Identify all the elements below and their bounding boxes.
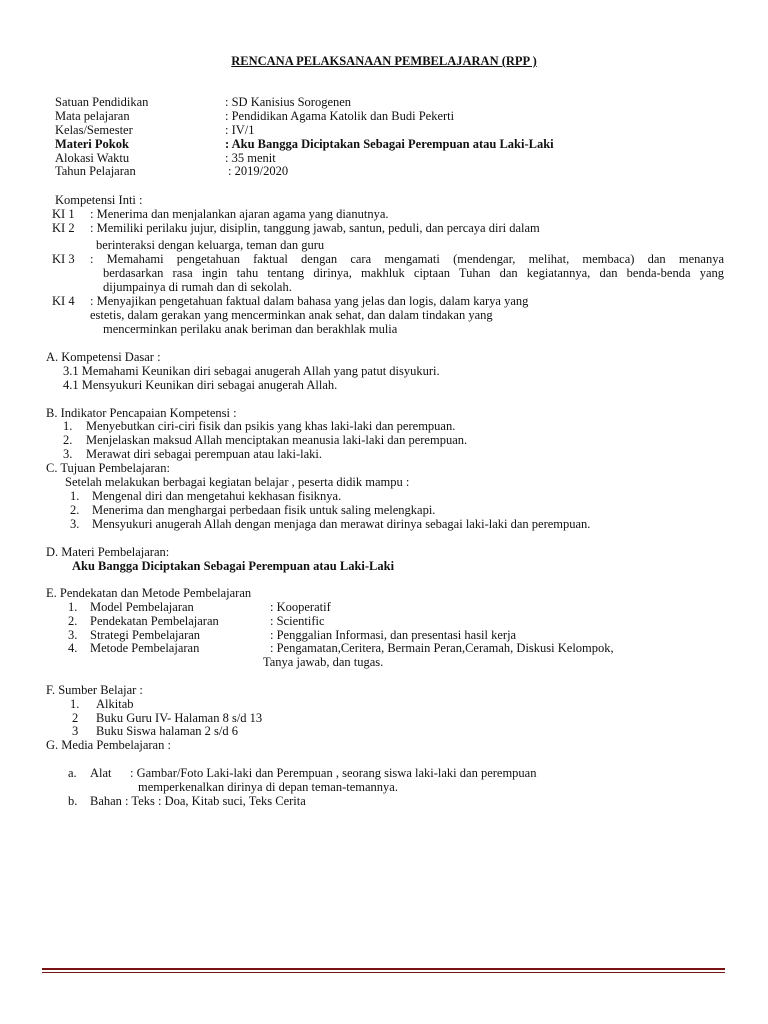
list-letter: a. bbox=[68, 766, 77, 780]
method-value: : Kooperatif bbox=[270, 600, 331, 614]
materi-text: Aku Bangga Diciptakan Sebagai Perempuan atau Laki-Laki bbox=[72, 559, 395, 573]
list-number: 4. bbox=[68, 641, 78, 655]
identity-value: : Aku Bangga Diciptakan Sebagai Perempuan atau Laki-Laki bbox=[225, 137, 554, 151]
media-text: memperkenalkan dirinya di depan teman-temannya. bbox=[138, 780, 398, 794]
section-heading: B. Indikator Pencapaian Kompetensi : bbox=[46, 406, 237, 420]
media-text: : Gambar/Foto Laki-laki dan Perempuan , seorang siswa laki-laki dan perempuan bbox=[130, 766, 537, 780]
list-number: 3 bbox=[72, 724, 79, 738]
section-heading: A. Kompetensi Dasar : bbox=[46, 350, 161, 364]
list-number: 2. bbox=[63, 433, 73, 447]
identity-value: : SD Kanisius Sorogenen bbox=[225, 95, 352, 109]
list-item: Menyebutkan ciri-ciri fisik dan psikis yang khas laki-laki dan perempuan. bbox=[86, 419, 456, 433]
list-item: Buku Guru IV- Halaman 8 s/d 13 bbox=[96, 711, 263, 725]
list-letter: b. bbox=[68, 794, 78, 808]
method-label: Strategi Pembelajaran bbox=[90, 628, 201, 642]
list-item: 3.1 Memahami Keunikan diri sebagai anugerah Allah yang patut disyukuri. bbox=[63, 364, 440, 378]
identity-label: Tahun Pelajaran bbox=[55, 164, 136, 178]
list-number: 2 bbox=[72, 711, 79, 725]
list-item: Merawat diri sebagai perempuan atau laki-laki. bbox=[86, 447, 323, 461]
ki-code: KI 2 bbox=[52, 221, 75, 235]
identity-label: Materi Pokok bbox=[55, 137, 129, 151]
section-heading: F. Sumber Belajar : bbox=[46, 683, 143, 697]
ki-text: berdasarkan rasa ingin tahu tentang dirinya, makhluk ciptaan Tuhan dan kegiatannya, dan benda-benda yang bbox=[103, 266, 724, 280]
list-number: 1. bbox=[63, 419, 73, 433]
ki-code: KI 4 bbox=[52, 294, 75, 308]
identity-label: Kelas/Semester bbox=[55, 123, 133, 137]
section-heading: E. Pendekatan dan Metode Pembelajaran bbox=[46, 586, 252, 600]
section-heading: C. Tujuan Pembelajaran: bbox=[46, 461, 170, 475]
section-heading: G. Media Pembelajaran : bbox=[46, 738, 171, 752]
list-number: 1. bbox=[70, 697, 80, 711]
identity-label: Alokasi Waktu bbox=[55, 151, 130, 165]
identity-label: Satuan Pendidikan bbox=[55, 95, 149, 109]
list-item: Mengenal diri dan mengetahui kekhasan fisiknya. bbox=[92, 489, 342, 503]
list-number: 1. bbox=[70, 489, 80, 503]
identity-value: : 2019/2020 bbox=[228, 164, 289, 178]
ki-code: KI 1 bbox=[52, 207, 75, 221]
identity-value: : IV/1 bbox=[225, 123, 255, 137]
method-value: : Penggalian Informasi, dan presentasi hasil kerja bbox=[270, 628, 517, 642]
list-number: 2. bbox=[70, 503, 80, 517]
page-title: RENCANA PELAKSANAAN PEMBELAJARAN (RPP ) bbox=[231, 54, 537, 68]
footer-rule bbox=[42, 968, 725, 970]
ki-heading: Kompetensi Inti : bbox=[55, 193, 143, 207]
ki-text: dijumpainya di rumah dan di sekolah. bbox=[103, 280, 292, 294]
list-number: 1. bbox=[68, 600, 78, 614]
method-value: : Scientific bbox=[270, 614, 325, 628]
method-label: Pendekatan Pembelajaran bbox=[90, 614, 219, 628]
list-number: 3. bbox=[63, 447, 73, 461]
ki-text: : Menerima dan menjalankan ajaran agama yang dianutnya. bbox=[90, 207, 389, 221]
method-value-continuation: Tanya jawab, dan tugas. bbox=[263, 655, 384, 669]
ki-text: : Memahami pengetahuan faktual dengan cara mengamati (mendengar, melihat, membaca) dan menanya bbox=[90, 252, 724, 266]
ki-text: mencerminkan perilaku anak beriman dan berakhlak mulia bbox=[103, 322, 398, 336]
method-label: Metode Pembelajaran bbox=[90, 641, 200, 655]
list-item: Alkitab bbox=[96, 697, 134, 711]
section-intro: Setelah melakukan berbagai kegiatan belajar , peserta didik mampu : bbox=[65, 475, 410, 489]
list-number: 3. bbox=[68, 628, 78, 642]
footer-rule-thin bbox=[42, 972, 725, 973]
identity-value: : 35 menit bbox=[225, 151, 276, 165]
ki-text: estetis, dalam gerakan yang mencerminkan anak sehat, dan dalam tindakan yang bbox=[90, 308, 493, 322]
list-item: Buku Siswa halaman 2 s/d 6 bbox=[96, 724, 239, 738]
list-item: Mensyukuri anugerah Allah dengan menjaga dan merawat dirinya sebagai laki-laki dan perempuan. bbox=[92, 517, 591, 531]
list-item: Menerima dan menghargai perbedaan fisik untuk saling melengkapi. bbox=[92, 503, 436, 517]
ki-text: berinteraksi dengan keluarga, teman dan guru bbox=[96, 238, 325, 252]
list-number: 2. bbox=[68, 614, 78, 628]
ki-text: : Menyajikan pengetahuan faktual dalam bahasa yang jelas dan logis, dalam karya yang bbox=[90, 294, 529, 308]
identity-label: Mata pelajaran bbox=[55, 109, 130, 123]
method-value: : Pengamatan,Ceritera, Bermain Peran,Ceramah, Diskusi Kelompok, bbox=[270, 641, 614, 655]
list-item: 4.1 Mensyukuri Keunikan diri sebagai anugerah Allah. bbox=[63, 378, 338, 392]
identity-value: : Pendidikan Agama Katolik dan Budi Pekerti bbox=[225, 109, 455, 123]
ki-code: KI 3 bbox=[52, 252, 75, 266]
section-heading: D. Materi Pembelajaran: bbox=[46, 545, 170, 559]
method-label: Model Pembelajaran bbox=[90, 600, 194, 614]
media-label: Alat bbox=[90, 766, 112, 780]
list-item: Menjelaskan maksud Allah menciptakan meanusia laki-laki dan perempuan. bbox=[86, 433, 468, 447]
ki-text: : Memiliki perilaku jujur, disiplin, tanggung jawab, santun, peduli, dan percaya diri dalam bbox=[90, 221, 540, 235]
media-text: Bahan : Teks : Doa, Kitab suci, Teks Cerita bbox=[90, 794, 306, 808]
list-number: 3. bbox=[70, 517, 80, 531]
